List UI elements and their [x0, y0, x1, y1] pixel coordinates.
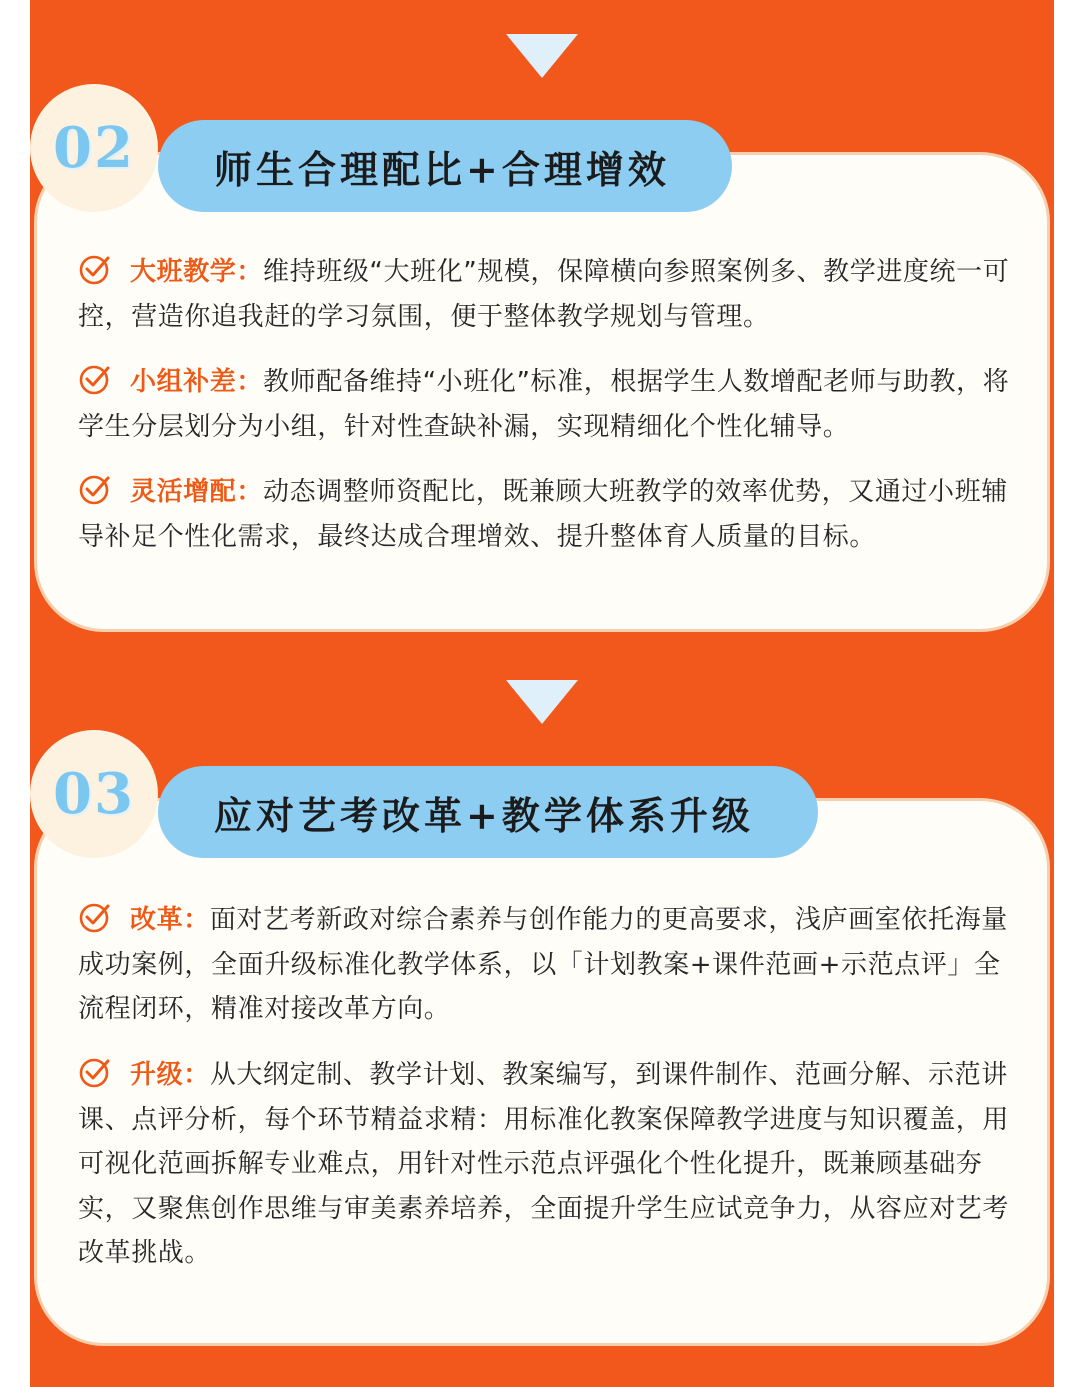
section-number-badge-03: [30, 730, 158, 858]
check-circle-icon: [78, 362, 112, 396]
list-item: [78, 898, 1018, 1032]
check-circle-icon: [78, 252, 112, 286]
section-number-badge-02: [30, 84, 158, 212]
item-text: 教师配备维持“小班化”标准，根据学生人数增配老师与助教，将学生分层划分为小组，针对性查缺补漏，实现精细化个性化辅导。: [78, 367, 1010, 442]
section-title-pill-02: [158, 120, 732, 212]
down-triangle-icon: [506, 680, 578, 724]
list-item: [78, 360, 1018, 449]
item-keyword: 改革：: [130, 905, 210, 935]
list-item: [78, 470, 1018, 559]
check-circle-icon: [78, 472, 112, 506]
section-number: 02: [53, 115, 135, 181]
check-circle-icon: [78, 900, 112, 934]
item-text: 面对艺考新政对综合素养与创作能力的更高要求，浅庐画室依托海量成功案例，全面升级标准化教学体系，以「计划教案+课件范画+示范点评」全流程闭环，精准对接改革方向。: [78, 905, 1008, 1024]
item-keyword: 小组补差：: [130, 367, 264, 397]
item-keyword: 升级：: [130, 1060, 210, 1090]
item-keyword: 大班教学：: [130, 257, 264, 287]
list-item: [78, 250, 1018, 339]
item-text: 维持班级“大班化”规模，保障横向参照案例多、教学进度统一可控，营造你追我赶的学习氛围，便于整体教学规划与管理。: [78, 257, 1010, 332]
section-number: 03: [53, 761, 135, 827]
item-keyword: 灵活增配：: [130, 477, 264, 507]
down-triangle-icon: [506, 34, 578, 78]
section-title: 应对艺考改革+教学体系升级: [214, 792, 754, 838]
list-item: [78, 1053, 1018, 1276]
section-title: 师生合理配比+合理增效: [214, 146, 670, 192]
item-text: 从大纲定制、教学计划、教案编写，到课件制作、范画分解、示范讲课、点评分析，每个环节精益求精：用标准化教案保障教学进度与知识覆盖，用可视化范画拆解专业难点，用针对性示范点评强化个性化提升，既兼顾基础夯实，又聚焦创作思维与审美素养培养，全面提升学生应试竞争力，从容应对艺考改革挑战。: [78, 1060, 1010, 1268]
section-title-pill-03: [158, 766, 818, 858]
check-circle-icon: [78, 1055, 112, 1089]
item-text: 动态调整师资配比，既兼顾大班教学的效率优势，又通过小班辅导补足个性化需求，最终达成合理增效、提升整体育人质量的目标。: [78, 477, 1008, 552]
